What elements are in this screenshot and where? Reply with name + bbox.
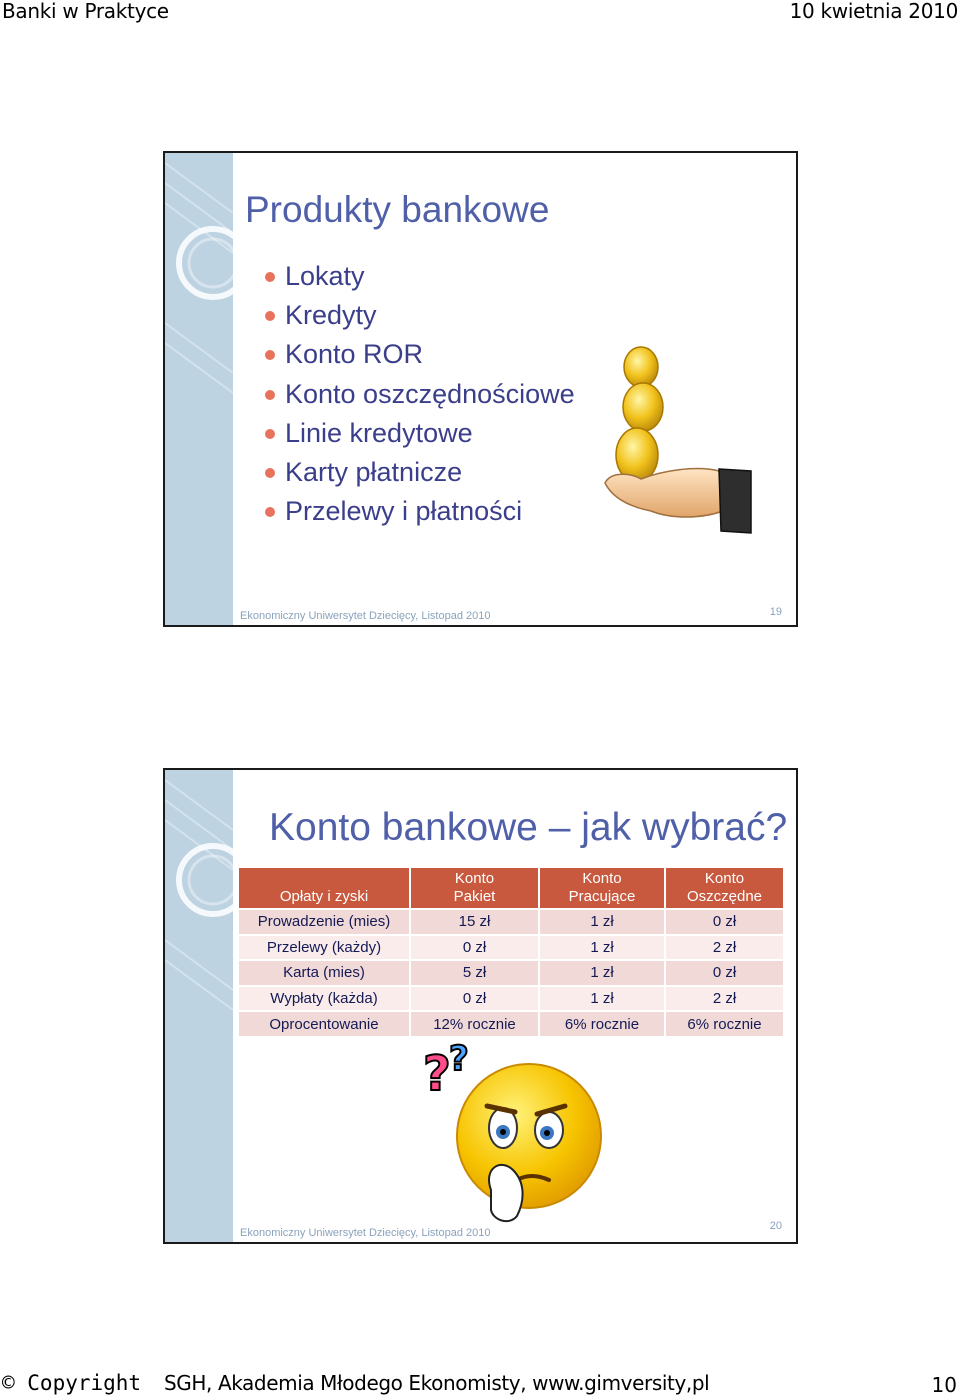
list-item [265, 296, 575, 335]
list-item [265, 492, 575, 531]
header-line: Konto Pracujące [568, 870, 636, 905]
slide-19 [163, 151, 798, 627]
bullet-icon [265, 350, 275, 360]
table-row-label: Oprocentowanie [239, 1011, 410, 1037]
table-row-label: Przelewy (każdy) [239, 935, 410, 961]
header-line: Konto Oszczędne [686, 870, 763, 905]
table-header-cell [539, 868, 665, 909]
list-item-label: Konto oszczędnościowe [285, 378, 575, 409]
table-row-label: Karta (mies) [239, 960, 410, 986]
header-date: 10 kwietnia 2010 [789, 0, 958, 23]
table-cell: 1 zł [539, 909, 665, 935]
list-item [265, 414, 575, 453]
slide-title: Produkty bankowe [245, 189, 550, 230]
slide-side-band [165, 770, 233, 1242]
slide-number: 20 [769, 1220, 782, 1232]
table-cell: 0 zł [410, 986, 539, 1012]
list-item [265, 453, 575, 492]
table-cell: 12% rocznie [410, 1011, 539, 1037]
fees-table [239, 868, 785, 1038]
table-cell: 0 zł [665, 909, 784, 935]
copyright-notice: © Copyright [2, 1371, 142, 1395]
table-cell: 1 zł [539, 960, 665, 986]
table-cell: 15 zł [410, 909, 539, 935]
page-footer [0, 1369, 960, 1399]
table-cell: 2 zł [665, 935, 784, 961]
table-row [239, 935, 784, 961]
table-row-label: Prowadzenie (mies) [239, 909, 410, 935]
footer-source: SGH, Akademia Młodego Ekonomisty, www.gimversity,pl [164, 1371, 710, 1395]
list-item [265, 335, 575, 374]
slide-number: 19 [769, 606, 782, 618]
list-item-label: Lokaty [285, 261, 365, 291]
list-item-label: Przelewy i płatności [285, 496, 523, 527]
table-row [239, 960, 784, 986]
table-cell: 6% rocznie [539, 1011, 665, 1037]
table-cell: 0 zł [665, 960, 784, 986]
table-cell: 1 zł [539, 935, 665, 961]
table-row [239, 1011, 784, 1037]
list-item-label: Linie kredytowe [285, 417, 473, 448]
table-cell: 5 zł [410, 960, 539, 986]
table-row [239, 986, 784, 1012]
table-cell: 6% rocznie [665, 1011, 784, 1037]
header-line: Konto Pakiet [453, 870, 496, 905]
bullet-icon [265, 272, 275, 282]
page-number: 10 [931, 1373, 957, 1397]
header-title: Banki w Praktyce [2, 0, 169, 23]
slide-footer: Ekonomiczny Uniwersytet Dziecięcy, Listopad 2010 [240, 610, 491, 622]
table-cell: 0 zł [410, 935, 539, 961]
svg-text:?: ? [449, 1040, 469, 1079]
slide-footer: Ekonomiczny Uniwersytet Dziecięcy, Listopad 2010 [240, 1227, 491, 1239]
list-item [265, 257, 575, 296]
bullet-icon [265, 429, 275, 439]
table-row-label: Wypłaty (każda) [239, 986, 410, 1012]
table-header-row [239, 868, 784, 909]
slide-20 [163, 768, 798, 1244]
bullet-icon [265, 311, 275, 321]
table-cell: 2 zł [665, 986, 784, 1012]
list-item-label: Konto ROR [285, 339, 424, 370]
list-item-label: Karty płatnicze [285, 456, 463, 487]
bullet-icon [265, 468, 275, 478]
list-item [265, 375, 575, 414]
list-item-label: Kredyty [285, 300, 377, 331]
coins-in-hand-icon [601, 343, 761, 543]
slide-title: Konto bankowe – jak wybrać? [269, 806, 788, 849]
thinking-face-icon [421, 1040, 611, 1230]
table-header-cell [665, 868, 784, 909]
table-row [239, 909, 784, 935]
bullet-list [265, 257, 575, 531]
slide-side-band [165, 153, 233, 625]
svg-text:?: ? [423, 1046, 451, 1102]
table-header-cell: Opłaty i zyski [239, 868, 410, 909]
table-cell: 1 zł [539, 986, 665, 1012]
table-header-cell [410, 868, 539, 909]
bullet-icon [265, 507, 275, 517]
page-header [0, 0, 960, 22]
bullet-icon [265, 390, 275, 400]
